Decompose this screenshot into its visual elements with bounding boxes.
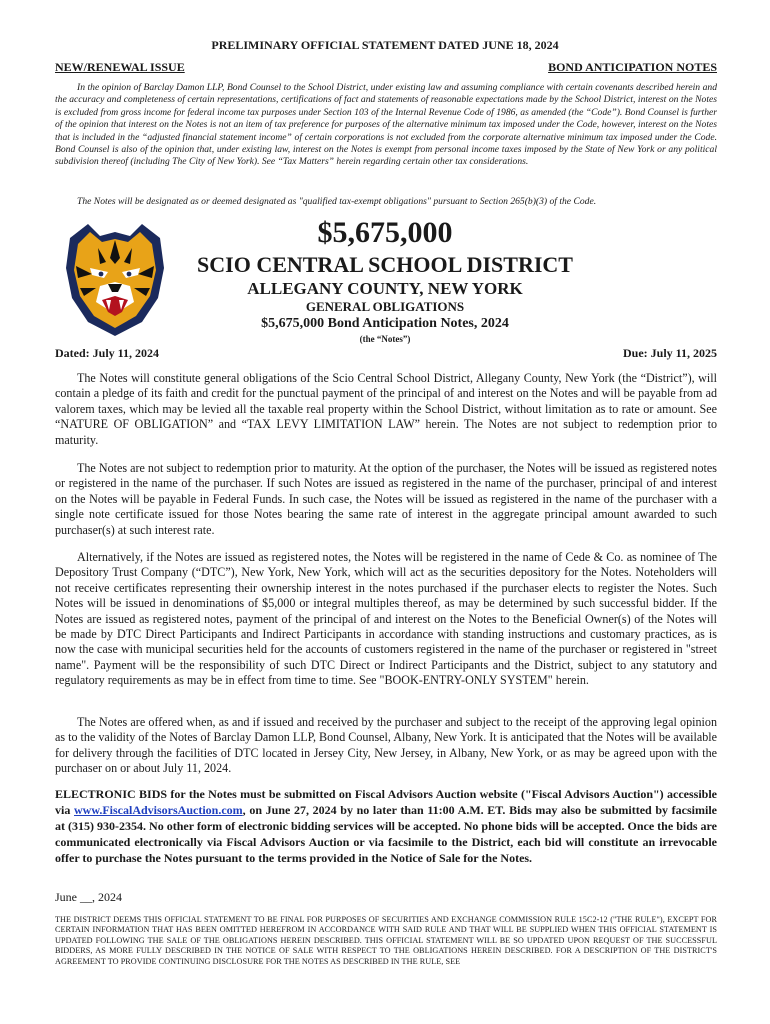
electronic-bids-notice [55, 786, 717, 866]
statement-date: June __, 2024 [55, 890, 122, 904]
issue-amount: $5,675,000 [317, 216, 453, 249]
paragraph-delivery: The Notes are offered when, as and if issued and received by the purchaser and subject to the receipt of the approving legal opinion as to the validity of the Notes of Barclay Damon LLP, Bond Counsel, Albany, New York. It is anticipated that the Notes will be available for delivery through the facilities of DTC located in Jersey City, New Jersey, in Albany, New York, or as may be agreed upon with the purchaser on or about July 11, 2024. [55, 715, 717, 776]
dated-date: Dated: July 11, 2024 [55, 346, 160, 360]
county-name: ALLEGANY COUNTY, NEW YORK [247, 279, 523, 298]
bond-counsel-opinion: In the opinion of Barclay Damon LLP, Bond Counsel to the School District, under existing law and assuming compliance with certain covenants described herein and the accuracy and completeness of certain representations, certifications of fact and statements of reasonable expectations made by the School District, interest on the Notes is excluded from gross income for federal income tax purposes under Section 103 of the Internal Revenue Code of 1986, as amended (the “Code”). Bond Counsel is further of the opinion that interest on the Notes is not an item of tax preference for purposes of the alternative minimum tax imposed under the Code, however, interest on the Notes that is included in the “adjusted financial statement income” of certain corporations is not excluded from the corporate alternative minimum tax imposed under the Code. Bond Counsel is also of the opinion that, under existing law, interest on the Notes is exempt from personal income taxes imposed by the State of New York or any political subdivision thereof (including The City of New York). See “Tax Matters” herein regarding certain other tax considerations. [55, 82, 717, 168]
paragraph-obligations: The Notes will constitute general obligations of the Scio Central School District, Allegany County, New York (the “District”), will contain a pledge of its faith and credit for the punctual payment of the principal of and interest on the Notes and will be payable from ad valorem taxes, which may be levied all the taxable real property within the School District, without limitation as to rate or amount. See “NATURE OF OBLIGATION” and “TAX LEVY LIMITATION LAW” herein. The Notes are not subject to redemption prior to maturity. [55, 371, 717, 447]
auction-website-link[interactable]: www.FiscalAdvisorsAuction.com [74, 803, 243, 817]
tiger-head-icon [60, 218, 170, 338]
note-type-label: BOND ANTICIPATION NOTES [548, 60, 717, 74]
paragraph-dtc: Alternatively, if the Notes are issued as registered notes, the Notes will be registered in the name of Cede & Co. as nominee of The Depository Trust Company (“DTC”), New York, New York, which will act as the securities depository for the Notes. Noteholders will not receive certificates representing their ownership interest in the notes purchased if the purchaser elects to register the Notes. Such Notes will be issued in denominations of $5,000 or integral multiples thereof, as may be determined by such successful bidder. If the Notes are issued as registered notes, payment of the principal of and interest on the Notes to the Beneficial Owner(s) of the Notes will be made by DTC Direct Participants and Indirect Participants in accordance with standing instructions and customary practices, as is now the case with municipal securities held for the accounts of customers registered in the name of the purchaser or registered in "street name". Payment will be the responsibility of such DTC Direct or Indirect Participants and the District, subject to any statutory and regulatory requirements as may be in effect from time to time. See "BOOK-ENTRY-ONLY SYSTEM" herein. [55, 550, 717, 688]
district-name: SCIO CENTRAL SCHOOL DISTRICT [197, 252, 573, 277]
issue-type-label: NEW/RENEWAL ISSUE [55, 60, 185, 74]
obligations-label: GENERAL OBLIGATIONS [305, 299, 465, 314]
notes-title: $5,675,000 Bond Anticipation Notes, 2024 [261, 316, 509, 331]
bids-text-end: , on June 27, 2024 by no later than 11:00 A.M. ET. Bids may also be submitted by facsimile at (315) 930-2354. No other form of electronic bidding services will be accepted. No phone bids will be accepted. Once the bids are communicated electronically via Fiscal Advisors Auction or via facsimile to the District, each bid will constitute an irrevocable offer to purchase the Notes pursuant to the terms provided in the Notice of Sale for the Notes. [55, 803, 717, 865]
notes-alias: (the “Notes”) [359, 334, 411, 344]
sec-rule-disclaimer: THE DISTRICT DEEMS THIS OFFICIAL STATEMENT TO BE FINAL FOR PURPOSES OF SECURITIES AND EXCHANGE COMMISSION RULE 15C2-12 ("THE RULE"), EXCEPT FOR CERTAIN INFORMATION THAT HAS BEEN OMITTED HEREFROM IN ACCORDANCE WITH SAID RULE AND THAT WILL BE SUPPLIED WHEN THIS OFFICIAL STATEMENT IS UPDATED FOLLOWING THE SALE OF THE OBLIGATIONS HEREIN DESCRIBED. THIS OFFICIAL STATEMENT WILL BE SO UPDATED UPON REQUEST OF THE SUCCESSFUL BIDDERS, AS MORE FULLY DESCRIBED IN THE NOTICE OF SALE WITH RESPECT TO THE OBLIGATIONS HEREIN DESCRIBED. FOR A DESCRIPTION OF THE DISTRICT'S AGREEMENT TO PROVIDE CONTINUING DISCLOSURE FOR THE NOTES AS DESCRIBED IN THE RULE, SEE [55, 915, 717, 966]
due-date: Due: July 11, 2025 [622, 346, 717, 360]
bids-text-start: ELECTRONIC BIDS for the Notes must be submitted on Fiscal Advisors Auction website ("Fiscal Advisors Auction") accessible via [55, 787, 717, 817]
tax-exempt-designation: The Notes will be designated as or deemed designated as "qualified tax-exempt obligations" pursuant to Section 265(b)(3) of the Code. [77, 196, 597, 207]
paragraph-registration: The Notes are not subject to redemption prior to maturity. At the option of the purchaser, the Notes will be issued as registered notes or registered in the name of the purchaser. If such Notes are issued as registered in the name of the purchaser, principal of and interest on the Notes will be payable in Federal Funds. In such case, the Notes will be issued as registered in the name of the purchaser with a single note certificate issued for those Notes bearing the same rate of interest in the aggregate principal amount awarded to such purchaser(s) at such interest rate. [55, 461, 717, 537]
preliminary-heading: PRELIMINARY OFFICIAL STATEMENT DATED JUNE 18, 2024 [211, 38, 559, 52]
